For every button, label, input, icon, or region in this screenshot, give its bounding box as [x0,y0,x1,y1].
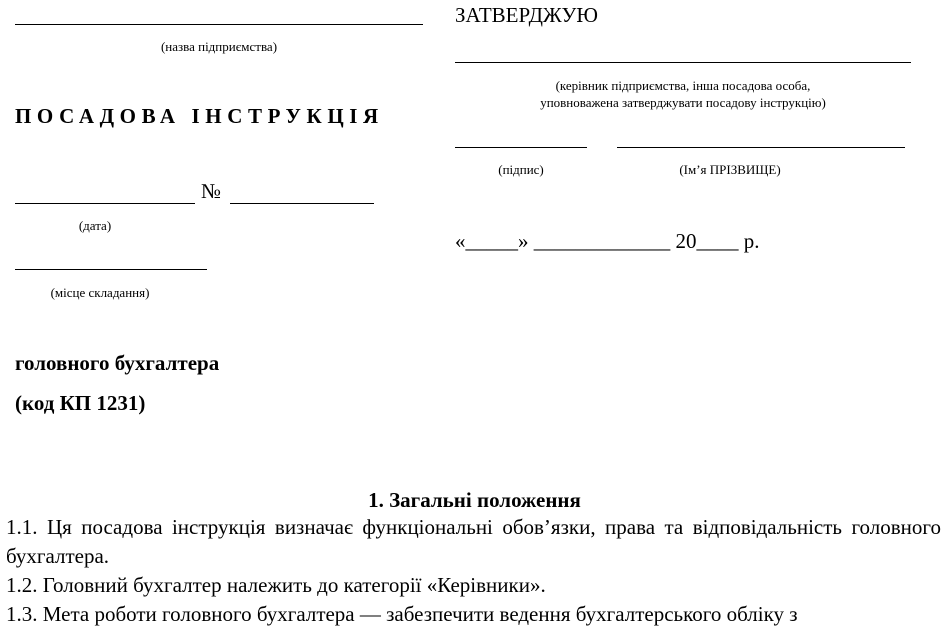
manager-line [455,62,911,63]
name-line [617,147,905,148]
section-body [6,513,941,629]
place-caption: (місце складання) [50,285,150,300]
date-line [15,203,195,204]
document-title: ПОСАДОВА ІНСТРУКЦІЯ [15,104,384,128]
date-caption: (дата) [78,218,112,233]
number-sign: № [201,179,222,203]
name-caption: (Ім’я ПРІЗВИЩЕ) [679,162,781,177]
position-title: головного бухгалтера [15,351,220,375]
paragraph-1-2: 1.2. Головний бухгалтер належить до категорії «Керівники». [6,573,546,597]
manager-caption-line2: уповноважена затверджувати посадову інструкцію) [540,95,826,110]
section-heading: 1. Загальні положення [368,488,581,512]
position-code: (код КП 1231) [15,391,146,415]
approval-date-template: «_____» _____________ 20____ р. [455,229,760,253]
signature-line [455,147,587,148]
paragraph-1-3: 1.3. Мета роботи головного бухгалтера — забезпечити ведення бухгалтерського обліку з [6,602,798,626]
manager-caption-line1: (керівник підприємства, інша посадова особа, [555,78,811,93]
signature-caption: (підпис) [498,162,544,177]
place-line [15,269,207,270]
company-name-caption: (назва підприємства) [160,39,278,54]
number-line [230,203,374,204]
company-name-line [15,24,423,25]
paragraph-1-1: 1.1. Ця посадова інструкція визначає функціональні обов’язки, права та відповідальність головного бухгалтера. [6,515,941,568]
approve-label: ЗАТВЕРДЖУЮ [455,3,598,27]
